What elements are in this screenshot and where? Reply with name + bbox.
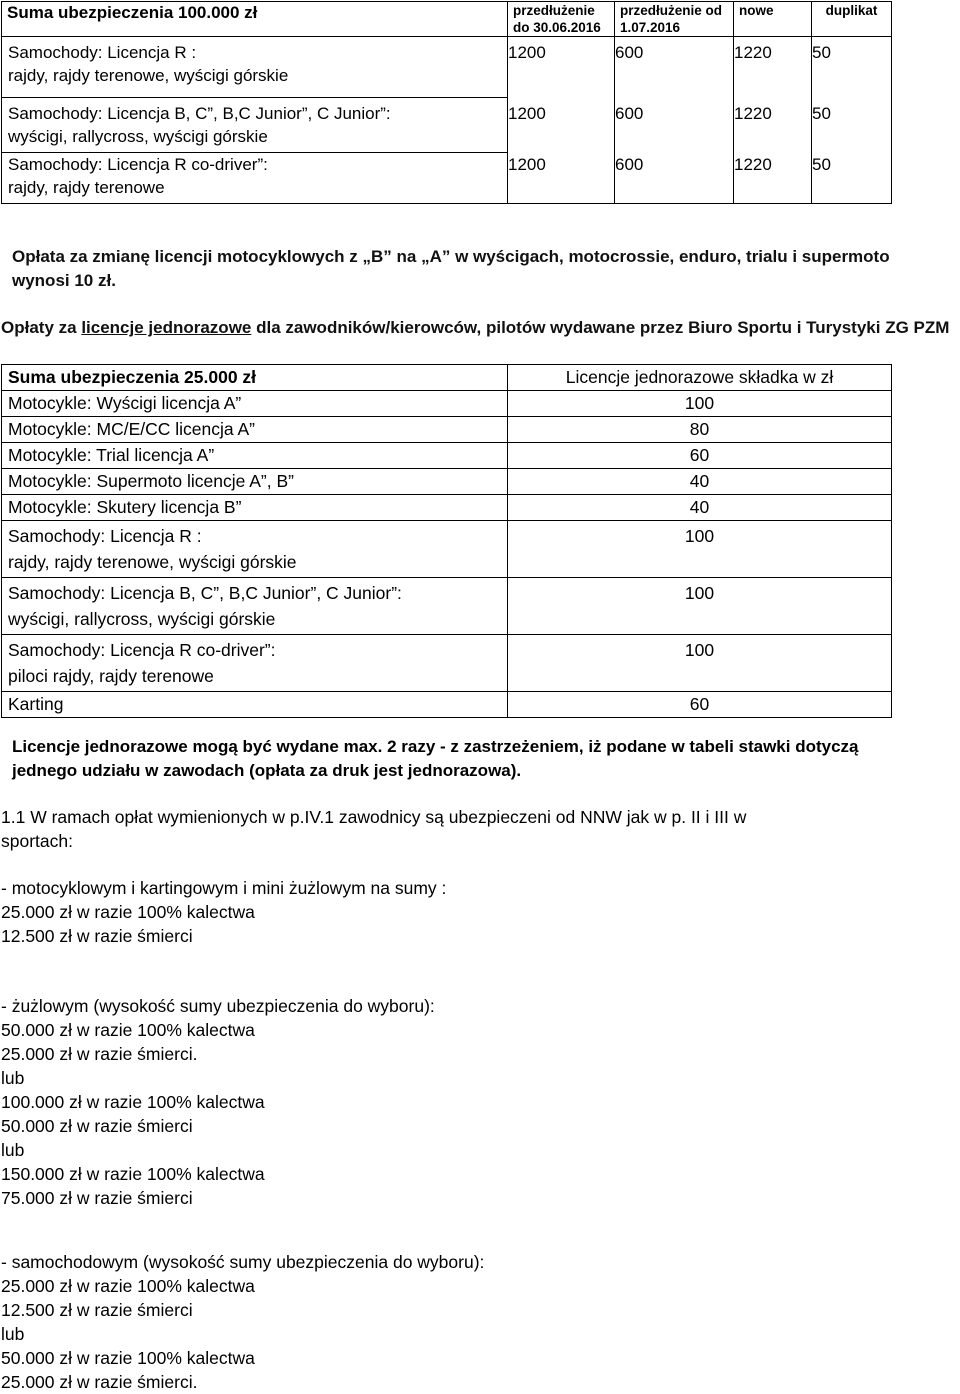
- table-row: [2, 391, 892, 417]
- fee-value: 1220: [734, 37, 812, 98]
- licence-label: Motocykle: Trial licencja A”: [2, 443, 508, 469]
- table-row: [2, 153, 892, 204]
- list-item: 150.000 zł w razie 100% kalectwa: [1, 1164, 265, 1184]
- motorcycle-insurance-list: [1, 876, 951, 948]
- licence-fee-header-row: [2, 2, 892, 37]
- car-insurance-list: [1, 1250, 951, 1394]
- section-1-1-line2: sportach:: [1, 831, 73, 851]
- col-extension-after-line2: 1.07.2016: [620, 20, 681, 35]
- sum-insured-header: Suma ubezpieczenia 100.000 zł: [2, 2, 508, 37]
- table-row: [2, 495, 892, 521]
- single-use-header-row: [2, 365, 892, 391]
- intro-underlined-text: licencje jednorazowe: [81, 318, 252, 337]
- list-item: - żużlowym (wysokość sumy ubezpieczenia do wyboru):: [1, 996, 435, 1016]
- table-row: [2, 417, 892, 443]
- list-item: 12.500 zł w razie śmierci: [1, 1300, 193, 1320]
- licence-description: [2, 153, 508, 204]
- table-row: [2, 443, 892, 469]
- fee-value: 1220: [734, 153, 812, 204]
- table-row: [2, 469, 892, 495]
- fee-value: 100: [508, 521, 892, 578]
- list-item: lub: [1, 1068, 25, 1088]
- table-row: [2, 578, 892, 635]
- fee-value: 1200: [508, 98, 615, 153]
- label-line2: rajdy, rajdy terenowe, wyścigi górskie: [8, 552, 297, 572]
- list-item: lub: [1, 1324, 25, 1344]
- list-item: 25.000 zł w razie 100% kalectwa: [1, 902, 255, 922]
- col-extension-before-line1: przedłużenie: [513, 3, 595, 18]
- section-1-1: [1, 805, 951, 853]
- list-item: 25.000 zł w razie śmierci.: [1, 1044, 198, 1064]
- single-use-licence-intro: [1, 316, 959, 340]
- fee-value: 100: [508, 391, 892, 417]
- fee-value: 600: [615, 98, 734, 153]
- intro-text-start: Opłaty za: [1, 318, 82, 337]
- description-line1: Samochody: Licencja B, C”, B,C Junior”, C Junior”:: [8, 104, 391, 123]
- list-item: - samochodowym (wysokość sumy ubezpieczenia do wyboru):: [1, 1252, 485, 1272]
- licence-change-fee-paragraph: Opłata za zmianę licencji motocyklowych z „B” na „A” w wyścigach, motocrossie, enduro, trialu i supermoto wynosi 10 zł.: [12, 247, 890, 290]
- list-item: 25.000 zł w razie 100% kalectwa: [1, 1276, 255, 1296]
- intro-text-end: dla zawodników/kierowców, pilotów wydawane przez Biuro Sportu i Turystyki ZG PZM: [251, 318, 950, 337]
- licence-description: [2, 37, 508, 98]
- licence-description: [2, 98, 508, 153]
- licence-label: Motocykle: Wyścigi licencja A”: [2, 391, 508, 417]
- fee-value: 60: [508, 443, 892, 469]
- single-use-licence-table: [1, 364, 892, 718]
- label-line1: Samochody: Licencja R co-driver”:: [8, 640, 276, 660]
- col-extension-before-header: [508, 2, 615, 37]
- description-line2: rajdy, rajdy terenowe: [8, 178, 165, 197]
- col-duplicate-header: duplikat: [812, 2, 892, 37]
- fee-column-header: Licencje jednorazowe składka w zł: [508, 365, 892, 391]
- single-use-licence-note: Licencje jednorazowe mogą być wydane max. 2 razy - z zastrzeżeniem, iż podane w tabeli stawki dotyczą jednego udziału w zawodach (opłata za druk jest jednorazowa).: [12, 737, 859, 780]
- licence-fee-table: [1, 1, 892, 204]
- licence-label: [2, 635, 508, 692]
- label-line2: piloci rajdy, rajdy terenowe: [8, 666, 214, 686]
- description-line1: Samochody: Licencja R :: [8, 43, 197, 62]
- col-extension-after-line1: przedłużenie od: [620, 3, 723, 18]
- list-item: - motocyklowym i kartingowym i mini żużlowym na sumy :: [1, 878, 447, 898]
- list-item: lub: [1, 1140, 25, 1160]
- description-line2: wyścigi, rallycross, wyścigi górskie: [8, 127, 268, 146]
- fee-value: 80: [508, 417, 892, 443]
- table-row: [2, 521, 892, 578]
- fee-value: 50: [812, 153, 892, 204]
- fee-value: 40: [508, 495, 892, 521]
- list-item: 50.000 zł w razie śmierci: [1, 1116, 193, 1136]
- licence-label: [2, 578, 508, 635]
- list-item: 50.000 zł w razie 100% kalectwa: [1, 1348, 255, 1368]
- label-line1: Samochody: Licencja B, C”, B,C Junior”, C Junior”:: [8, 583, 402, 603]
- fee-value: 600: [615, 37, 734, 98]
- licence-label: Motocykle: Skutery licencja B”: [2, 495, 508, 521]
- sum-insured-header: Suma ubezpieczenia 25.000 zł: [2, 365, 508, 391]
- description-line1: Samochody: Licencja R co-driver”:: [8, 155, 268, 174]
- section-1-1-line1: 1.1 W ramach opłat wymienionych w p.IV.1 zawodnicy są ubezpieczeni od NNW jak w p. II i III w: [1, 807, 747, 827]
- fee-value: 600: [615, 153, 734, 204]
- fee-value: 1200: [508, 37, 615, 98]
- fee-value: 40: [508, 469, 892, 495]
- col-new-header: nowe: [734, 2, 812, 37]
- table-row: [2, 692, 892, 718]
- label-line1: Samochody: Licencja R :: [8, 526, 202, 546]
- list-item: 12.500 zł w razie śmierci: [1, 926, 193, 946]
- table-row: [2, 37, 892, 98]
- speedway-insurance-list: [1, 994, 951, 1210]
- label-line2: wyścigi, rallycross, wyścigi górskie: [8, 609, 276, 629]
- fee-value: 100: [508, 578, 892, 635]
- fee-value: 1220: [734, 98, 812, 153]
- col-extension-before-line2: do 30.06.2016: [513, 20, 601, 35]
- fee-value: 50: [812, 37, 892, 98]
- licence-label: Motocykle: Supermoto licencje A”, B”: [2, 469, 508, 495]
- table-row: [2, 98, 892, 153]
- col-extension-after-header: [615, 2, 734, 37]
- licence-label: Motocykle: MC/E/CC licencja A”: [2, 417, 508, 443]
- list-item: 25.000 zł w razie śmierci.: [1, 1372, 198, 1392]
- licence-label: Karting: [2, 692, 508, 718]
- licence-label: [2, 521, 508, 578]
- list-item: 75.000 zł w razie śmierci: [1, 1188, 193, 1208]
- fee-value: 100: [508, 635, 892, 692]
- table-row: [2, 635, 892, 692]
- fee-value: 60: [508, 692, 892, 718]
- description-line2: rajdy, rajdy terenowe, wyścigi górskie: [8, 66, 289, 85]
- list-item: 100.000 zł w razie 100% kalectwa: [1, 1092, 265, 1112]
- list-item: 50.000 zł w razie 100% kalectwa: [1, 1020, 255, 1040]
- fee-value: 50: [812, 98, 892, 153]
- fee-value: 1200: [508, 153, 615, 204]
